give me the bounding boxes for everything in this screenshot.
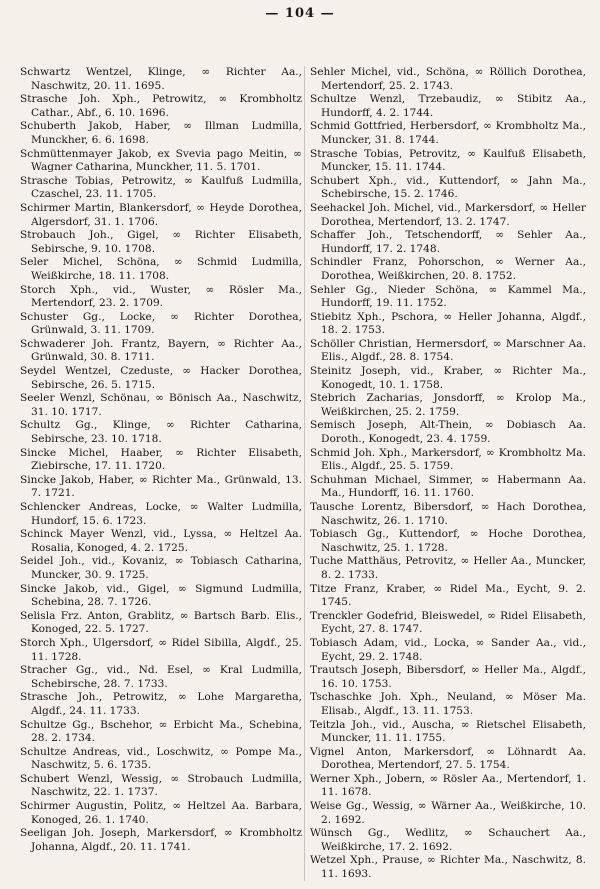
marriage-entry: Schmüttenmayer Jakob, ex Svevia pago Meitin, ∞ Wagner Catharina, Munckher, 11. 5. 1701.	[20, 147, 302, 174]
marriage-entry: Schaffer Joh., Tetschendorff, ∞ Sehler Aa., Hundorff, 17. 2. 1748.	[310, 229, 586, 255]
column-divider	[304, 66, 305, 881]
marriage-entry: Schmid Joh. Xph., Markersdorf, ∞ Krombholtz Ma. Elis., Algdf., 25. 5. 1759.	[310, 446, 586, 473]
marriage-entry: Tobiasch Adam, vid., Locka, ∞ Sander Aa., vid., Eycht, 29. 2. 1748.	[310, 636, 586, 663]
marriage-entry: Schubert Wenzl, Wessig, ∞ Strobauch Ludmilla, Naschwitz, 22. 1. 1737.	[20, 772, 302, 799]
marriage-entry: Werner Xph., Jobern, ∞ Rösler Aa., Mertendorf, 1. 11. 1678.	[310, 772, 586, 799]
marriage-entry: Seler Michel, Schöna, ∞ Schmid Ludmilla, Weißkirche, 18. 11. 1708.	[20, 256, 302, 282]
marriage-entry: Trautsch Joseph, Bibersdorf, ∞ Heller Ma., Algdf., 16. 10. 1753.	[310, 664, 586, 690]
marriage-entry: Sehler Michel, vid., Schöna, ∞ Röllich Dorothea, Mertendorf, 25. 2. 1743.	[310, 66, 586, 92]
marriage-entry: Storch Xph., Ulgersdorf, ∞ Ridel Sibilla, Algdf., 25. 11. 1728.	[20, 636, 302, 663]
marriage-entry: Schuster Gg., Locke, ∞ Richter Dorothea, Grünwald, 3. 11. 1709.	[20, 310, 302, 337]
marriage-entry: Sincke Jakob, vid., Gigel, ∞ Sigmund Ludmilla, Schebina, 28. 7. 1726.	[20, 582, 302, 609]
marriage-entry: Seydel Wentzel, Czeduste, ∞ Hacker Dorothea, Sebirsche, 26. 5. 1715.	[20, 365, 302, 391]
marriage-entry: Sincke Michel, Haaber, ∞ Richter Elisabeth, Ziebirsche, 17. 11. 1720.	[20, 446, 302, 473]
marriage-entry: Storch Xph., vid., Wuster, ∞ Rösler Ma., Mertendorf, 23. 2. 1709.	[20, 283, 302, 310]
marriage-entry: Tobiasch Gg., Kuttendorf, ∞ Hoche Dorothea, Naschwitz, 25. 1. 1728.	[310, 528, 586, 554]
marriage-entry: Schmid Gottfried, Herbersdorf, ∞ Krombholtz Ma., Muncker, 31. 8. 1744.	[310, 120, 586, 146]
marriage-entry: Wetzel Xph., Prause, ∞ Richter Ma., Naschwitz, 8. 11. 1693.	[310, 854, 586, 881]
marriage-entry: Schirmer Martin, Blankersdorf, ∞ Heyde Dorothea, Algersdorf, 31. 1. 1706.	[20, 201, 302, 228]
marriage-entry: Selisla Frz. Anton, Grablitz, ∞ Bartsch Barb. Elis., Konoged, 22. 5. 1727.	[20, 609, 302, 636]
marriage-entry: Weise Gg., Wessig, ∞ Wärner Aa., Weißkirche, 10. 2. 1692.	[310, 800, 586, 826]
marriage-entry: Schuberth Jakob, Haber, ∞ Illman Ludmilla, Munckher, 6. 6. 1698.	[20, 120, 302, 146]
marriage-entry: Vignel Anton, Markersdorf, ∞ Löhnardt Aa. Dorothea, Mertendorf, 27. 5. 1754.	[310, 745, 586, 772]
left-column	[20, 66, 302, 854]
marriage-entry: Schultz Gg., Klinge, ∞ Richter Catharina, Sebirsche, 23. 10. 1718.	[20, 419, 302, 446]
marriage-entry: Schirmer Augustin, Politz, ∞ Heltzel Aa. Barbara, Konoged, 26. 1. 1740.	[20, 800, 302, 826]
marriage-entry: Trenckler Godefrid, Bleiswedel, ∞ Ridel Elisabeth, Eycht, 27. 8. 1747.	[310, 609, 586, 636]
marriage-entry: Teitzla Joh., vid., Auscha, ∞ Rietschel Elisabeth, Muncker, 11. 11. 1755.	[310, 718, 586, 745]
marriage-entry: Stebrich Zacharias, Jonsdorff, ∞ Krolop Ma., Weißkirchen, 25. 2. 1759.	[310, 392, 586, 418]
marriage-entry: Wünsch Gg., Wedlitz, ∞ Schauchert Aa., Weißkirche, 17. 2. 1692.	[310, 827, 586, 853]
marriage-entry: Tuche Matthäus, Petrovitz, ∞ Heller Aa., Muncker, 8. 2. 1733.	[310, 555, 586, 581]
marriage-entry: Schöller Christian, Hermersdorf, ∞ Marschner Aa. Elis., Algdf., 28. 8. 1754.	[310, 337, 586, 364]
marriage-entry: Seeler Wenzl, Schönau, ∞ Bönisch Aa., Naschwitz, 31. 10. 1717.	[20, 392, 302, 418]
marriage-entry: Strasche Tobias, Petrowitz, ∞ Kaulfuß Ludmilla, Czaschel, 23. 11. 1705.	[20, 174, 302, 201]
marriage-entry: Stiebitz Xph., Pschora, ∞ Heller Johanna, Algdf., 18. 2. 1753.	[310, 310, 586, 337]
page-number: — 104 —	[265, 6, 335, 21]
marriage-entry: Strasche Joh., Petrowitz, ∞ Lohe Margaretha, Algdf., 24. 11. 1733.	[20, 691, 302, 717]
marriage-entry: Strobauch Joh., Gigel, ∞ Richter Elisabeth, Sebirsche, 9. 10. 1708.	[20, 229, 302, 255]
marriage-entry: Seehackel Joh. Michel, vid., Markersdorf, ∞ Heller Dorothea, Mertendorf, 13. 2. 1747.	[310, 201, 586, 228]
marriage-entry: Semisch Joseph, Alt-Thein, ∞ Dobiasch Aa. Doroth., Konogedt, 23. 4. 1759.	[310, 419, 586, 446]
marriage-entry: Schinck Mayer Wenzl, vid., Lyssa, ∞ Heltzel Aa. Rosalia, Konoged, 4. 2. 1725.	[20, 528, 302, 554]
marriage-entry: Sincke Jakob, Haber, ∞ Richter Ma., Grünwald, 13. 7. 1721.	[20, 473, 302, 500]
marriage-entry: Strasche Joh. Xph., Petrowitz, ∞ Krombholtz Cathar., Abf., 6. 10. 1696.	[20, 93, 302, 119]
marriage-entry: Tausche Lorentz, Bibersdorf, ∞ Hach Dorothea, Naschwitz, 26. 1. 1710.	[310, 501, 586, 527]
marriage-entry: Steinitz Joseph, vid., Kraber, ∞ Richter Ma., Konogedt, 10. 1. 1758.	[310, 365, 586, 391]
marriage-entry: Stracher Gg., vid., Nd. Esel, ∞ Kral Ludmilla, Schebirsche, 28. 7. 1733.	[20, 664, 302, 690]
marriage-entry: Schultze Andreas, vid., Loschwitz, ∞ Pompe Ma., Naschwitz, 5. 6. 1735.	[20, 745, 302, 772]
marriage-entry: Schultze Wenzl, Trzebaudiz, ∞ Stibitz Aa., Hundorff, 4. 2. 1744.	[310, 93, 586, 119]
marriage-entry: Tschaschke Joh. Xph., Neuland, ∞ Möser Ma. Elisab., Algdf., 13. 11. 1753.	[310, 691, 586, 717]
marriage-entry: Schwaderer Joh. Frantz, Bayern, ∞ Richter Aa., Grünwald, 30. 8. 1711.	[20, 337, 302, 364]
marriage-entry: Schwartz Wentzel, Klinge, ∞ Richter Aa., Naschwitz, 20. 11. 1695.	[20, 66, 302, 92]
marriage-entry: Schubert Xph., vid., Kuttendorf, ∞ Jahn Ma., Schebirsche, 15. 2. 1746.	[310, 174, 586, 201]
marriage-entry: Schindler Franz, Pohorschon, ∞ Werner Aa., Dorothea, Weißkirchen, 20. 8. 1752.	[310, 256, 586, 282]
marriage-entry: Schultze Gg., Bschehor, ∞ Erbicht Ma., Schebina, 28. 2. 1734.	[20, 718, 302, 745]
marriage-entry: Sehler Gg., Nieder Schöna, ∞ Kammel Ma., Hundorff, 19. 11. 1752.	[310, 283, 586, 310]
marriage-entry: Strasche Tobias, Petrovitz, ∞ Kaulfuß Elisabeth, Muncker, 15. 11. 1744.	[310, 147, 586, 174]
marriage-entry: Seeligan Joh. Joseph, Markersdorf, ∞ Krombholtz Johanna, Algdf., 20. 11. 1741.	[20, 827, 302, 853]
marriage-entry: Titze Franz, Kraber, ∞ Ridel Ma., Eycht, 9. 2. 1745.	[310, 582, 586, 609]
marriage-entry: Schuhman Michael, Simmer, ∞ Habermann Aa. Ma., Hundorff, 16. 11. 1760.	[310, 473, 586, 500]
marriage-entry: Seidel Joh., vid., Kovaniz, ∞ Tobiasch Catharina, Muncker, 30. 9. 1725.	[20, 555, 302, 581]
right-column	[310, 66, 586, 882]
marriage-entry: Schlencker Andreas, Locke, ∞ Walter Ludmilla, Hundorf, 15. 6. 1723.	[20, 501, 302, 527]
